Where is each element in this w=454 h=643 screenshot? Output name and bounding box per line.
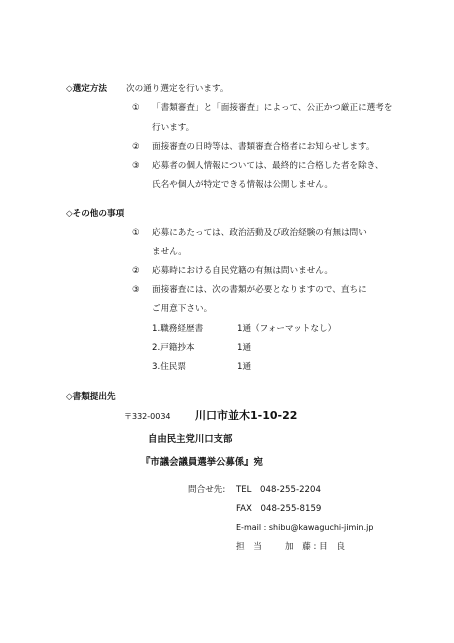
contact-person-label: 担 当 [236,542,262,552]
selection-intro: 次の通り選定を行います。 [126,84,229,94]
organization: 自由民主党川口支部 [148,434,233,445]
contact-tel: TEL 048-255-2204 [236,485,321,495]
other-heading: ◇その他の事項 [66,209,125,219]
contact-label: 問合せ先: [188,485,226,495]
recipient: 『市議会議員選挙公募係』宛 [141,457,263,468]
other-item-3-num: ③ [132,285,140,295]
other-item-3-line-1: 面接審査には、次の書類が必要となりますので、直ちに [152,285,367,295]
other-item-1-line-1: 応募にあたっては、政治活動及び政治経験の有無は問い [152,228,367,238]
selection-heading: ◇選定方法 [66,84,107,94]
postal-code: 〒332-0034 [124,412,171,421]
document-3-name: 3.住民票 [152,362,186,372]
selection-item-1-line-2: 行います。 [152,123,195,133]
other-item-2-num: ② [132,266,140,276]
document-2-name: 2.戸籍抄本 [152,343,195,353]
selection-item-3-line-1: 応募者の個人情報については、最終的に合格した者を除き、 [152,161,384,171]
other-item-3-line-2: ご用意下さい。 [152,304,213,314]
contact-fax: FAX 048-255-8159 [236,504,322,514]
other-item-1-num: ① [132,228,140,238]
selection-item-3-line-2: 氏名や個人が特定できる情報は公開しません。 [152,180,333,190]
selection-item-3-num: ③ [132,161,140,171]
contact-email: E-mail : shibu@kawaguchi-jimin.jp [236,523,374,532]
submission-heading: ◇書類提出先 [66,392,116,402]
selection-item-1-num: ① [132,103,140,113]
address: 川口市並木1-10-22 [195,409,298,422]
document-1-name: 1.職務経歴書 [152,324,204,334]
other-item-2-line-1: 応募時における自民党籍の有無は問いません。 [152,266,333,276]
document-1-qty: 1通（フォーマットなし） [237,324,337,334]
selection-item-1-line-1: 「書類審査」と「面接審査」によって、公正かつ厳正に選考を [152,103,393,113]
selection-item-2-line-1: 面接審査の日時等は、書類審査合格者にお知らせします。 [152,142,375,152]
selection-item-2-num: ② [132,142,140,152]
document-3-qty: 1通 [237,362,252,372]
contact-person-name: 加 藤 : 目 良 [285,542,345,552]
document-2-qty: 1通 [237,343,252,353]
other-item-1-line-2: ません。 [152,247,187,257]
